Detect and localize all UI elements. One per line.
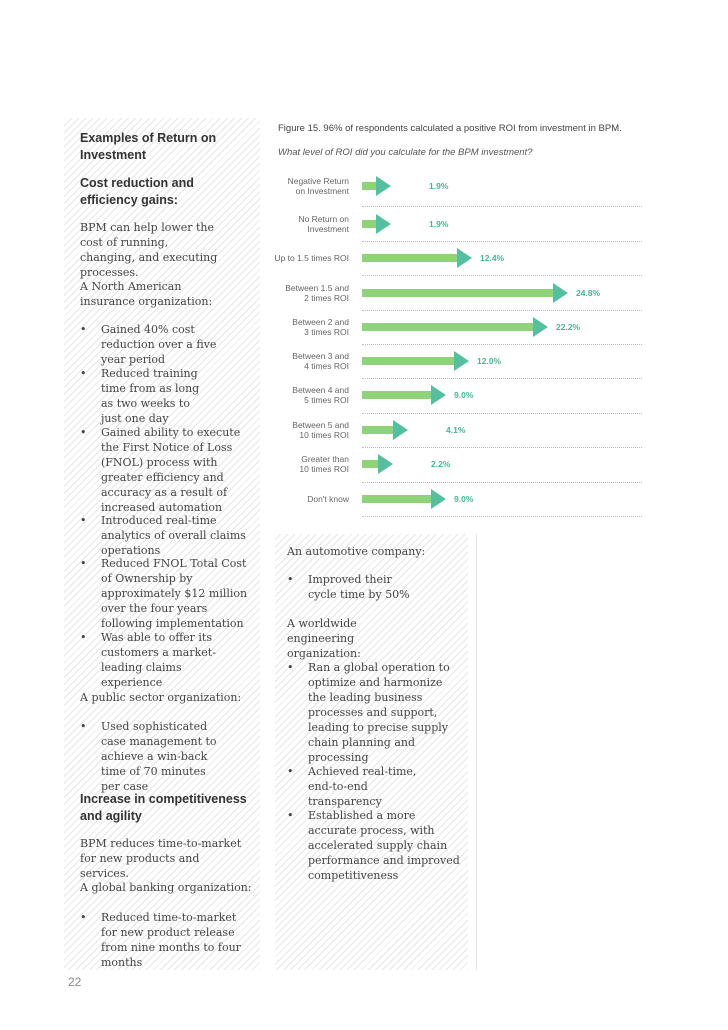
bullet-text: Reduced FNOL Total Cost of Ownership by approximately $12 million over the four years following implementation: [101, 557, 248, 630]
automotive-org-label: An automotive company:: [287, 545, 426, 558]
bar-category-label-line: 4 times ROI: [304, 361, 349, 371]
engineering-org-label: A worldwide engineering organization:: [287, 617, 361, 660]
bullet-text: Improved their cycle time by 50%: [308, 573, 410, 601]
roi-bar-arrowhead: [376, 176, 391, 196]
row-separator: [362, 344, 642, 345]
bar-category-label-line: on Investment: [295, 186, 349, 196]
bar-value-label: 1.9%: [429, 181, 449, 191]
bullet-dot: •: [80, 367, 87, 380]
bar-category-label: [307, 494, 349, 504]
bullet-dot: •: [287, 573, 294, 586]
row-separator: [362, 378, 642, 379]
bar-category-label: [292, 351, 349, 371]
bar-category-label: [298, 214, 349, 234]
bullet-text: Used sophisticated case management to achieve a win-back time of 70 minutes per case: [101, 720, 217, 793]
roi-bar-arrowhead: [454, 351, 469, 371]
roi-bar-arrowhead: [553, 283, 568, 303]
bullet-dot: •: [287, 809, 294, 822]
page-number: 22: [68, 975, 82, 989]
bar-category-label-line: Investment: [307, 224, 349, 234]
bar-value-label: 4.1%: [446, 425, 466, 435]
roi-bar-arrowhead: [376, 214, 391, 234]
bullet-dot: •: [80, 911, 87, 924]
bar-category-label: [292, 420, 349, 440]
row-separator: [362, 447, 642, 448]
row-separator: [362, 482, 642, 483]
roi-bar-arrowhead: [431, 385, 446, 405]
bullet-dot: •: [80, 323, 87, 336]
bullet-text: Achieved real-time, end-to-end transparency: [308, 765, 417, 808]
row-separator: [362, 241, 642, 242]
bullet-dot: •: [80, 557, 87, 570]
cost-intro-text: BPM can help lower the cost of running, changing, and executing processes.: [80, 221, 218, 279]
bar-category-label-line: 10 times ROI: [299, 464, 349, 474]
competitiveness-intro-text: BPM reduces time-to-market for new products and services.: [80, 837, 242, 880]
right-panel-rule: [476, 534, 477, 970]
bar-category-label-line: Between 5 and: [292, 420, 349, 430]
roi-bar: [362, 495, 432, 503]
roi-bar-arrowhead: [533, 317, 548, 337]
roi-bar: [362, 323, 534, 331]
bar-category-label: [292, 385, 349, 405]
bar-category-label: [285, 283, 349, 303]
bullet-text: Ran a global operation to optimize and harmonize the leading business processes and support, leading to precise supply chain planning and processing: [308, 661, 450, 764]
roi-bar: [362, 254, 458, 262]
bullet-text: Reduced time-to-market for new product release from nine months to four months: [101, 911, 241, 969]
bar-category-label: [288, 176, 349, 196]
bar-value-label: 2.2%: [431, 459, 451, 469]
roi-bar-arrowhead: [431, 489, 446, 509]
bullet-text: Reduced training time from as long as two weeks to just one day: [101, 367, 200, 425]
roi-bar: [362, 460, 379, 468]
bullet-text: Gained ability to execute the First Notice of Loss (FNOL) process with greater efficiency and accuracy as a result of increased automation: [101, 426, 241, 514]
banking-org-label: A global banking organization:: [80, 881, 252, 894]
bullet-dot: •: [80, 631, 87, 644]
row-separator: [362, 310, 642, 311]
bar-category-label: [292, 317, 349, 337]
roi-bar: [362, 426, 394, 434]
bullet-text: Introduced real-time analytics of overall claims operations: [101, 514, 246, 557]
bullet-dot: •: [80, 426, 87, 439]
bullet-text: Was able to offer its customers a market-leading claims experience: [101, 631, 216, 689]
bar-category-label-line: 5 times ROI: [304, 395, 349, 405]
competitiveness-heading: Increase in competitiveness and agility: [80, 792, 247, 823]
bar-value-label: 24.8%: [576, 288, 601, 298]
bar-category-label-line: Up to 1.5 times ROI: [274, 253, 349, 263]
bar-value-label: 9.0%: [454, 494, 474, 504]
bar-category-label: [274, 253, 349, 263]
cost-reduction-heading: Cost reduction and efficiency gains:: [80, 176, 194, 207]
bullet-dot: •: [287, 661, 294, 674]
bar-category-label-line: Greater than: [301, 454, 349, 464]
bullet-text: Established a more accurate process, with accelerated supply chain performance and improved competitiveness: [308, 809, 460, 882]
row-separator: [362, 516, 642, 517]
bar-category-label-line: Between 3 and: [292, 351, 349, 361]
roi-bar: [362, 357, 455, 365]
examples-heading: Examples of Return on Investment: [80, 131, 217, 162]
row-separator: [362, 206, 642, 207]
bar-category-label-line: Between 2 and: [292, 317, 349, 327]
figure-question: What level of ROI did you calculate for the BPM investment?: [278, 147, 533, 158]
bar-category-label-line: Between 1.5 and: [285, 283, 349, 293]
row-separator: [362, 275, 642, 276]
roi-bar-arrowhead: [378, 454, 393, 474]
roi-bar: [362, 182, 377, 190]
bar-value-label: 12.4%: [480, 253, 505, 263]
bar-value-label: 22.2%: [556, 322, 581, 332]
bullet-dot: •: [80, 720, 87, 733]
roi-bar-arrowhead: [393, 420, 408, 440]
row-separator: [362, 413, 642, 414]
bar-category-label-line: No Return on: [298, 214, 349, 224]
bar-category-label-line: 3 times ROI: [304, 327, 349, 337]
bar-value-label: 9.0%: [454, 390, 474, 400]
roi-bar: [362, 391, 432, 399]
bar-category-label-line: Between 4 and: [292, 385, 349, 395]
bar-category-label-line: 10 times ROI: [299, 430, 349, 440]
roi-bar: [362, 289, 554, 297]
roi-bar-arrowhead: [457, 248, 472, 268]
roi-bar: [362, 220, 377, 228]
figure-title: Figure 15. 96% of respondents calculated a positive ROI from investment in BPM.: [278, 123, 622, 134]
bar-value-label: 1.9%: [429, 219, 449, 229]
bar-value-label: 12.0%: [477, 356, 502, 366]
bar-category-label: [299, 454, 349, 474]
bullet-text: Gained 40% cost reduction over a five year period: [101, 323, 217, 366]
bullet-dot: •: [287, 765, 294, 778]
bar-category-label-line: Don't know: [307, 494, 349, 504]
bar-category-label-line: 2 times ROI: [304, 293, 349, 303]
public-org-label: A public sector organization:: [80, 691, 242, 704]
bar-category-label-line: Negative Return: [287, 176, 349, 186]
bullet-dot: •: [80, 514, 87, 527]
insurance-org-label: A North American insurance organization:: [80, 280, 213, 308]
